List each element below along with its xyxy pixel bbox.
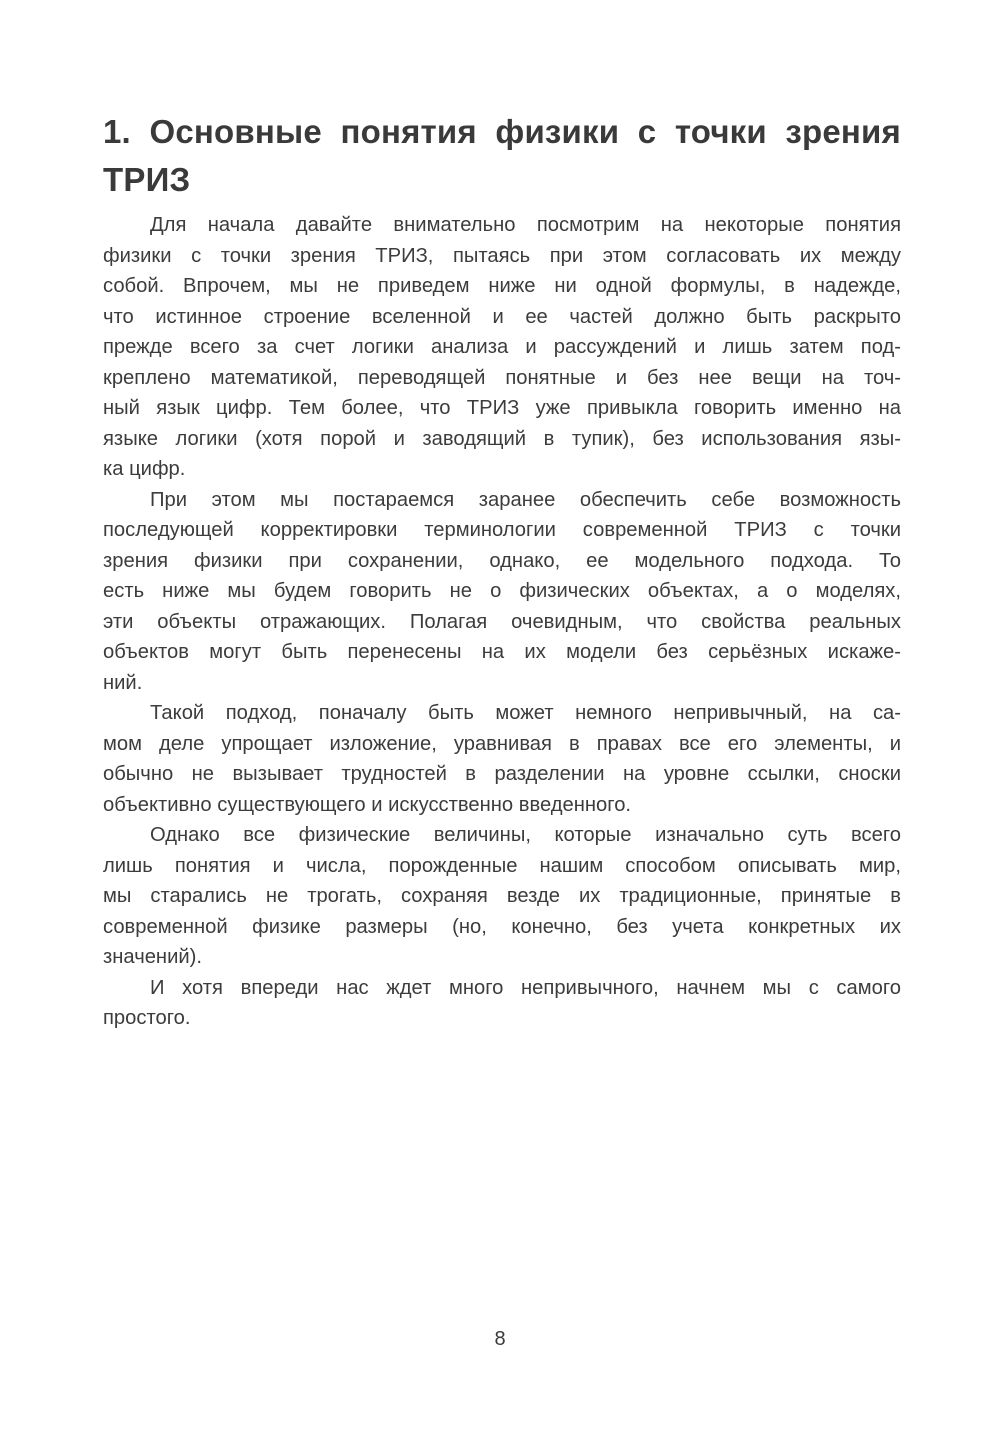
paragraph — [103, 210, 901, 485]
page-content — [103, 108, 901, 1034]
text-line: И хотя впереди нас ждет много непривычного, начнем мы с самого — [150, 976, 901, 999]
chapter-heading — [103, 108, 901, 204]
text-line: физики с точки зрения ТРИЗ, пытаясь при этом согласовать их между — [103, 244, 901, 267]
paragraph — [103, 973, 901, 1034]
text-line: что истинное строение вселенной и ее частей должно быть раскрыто — [103, 305, 901, 328]
text-line: простого. — [103, 1007, 191, 1029]
text-line: мом деле упрощает изложение, уравнивая в правах все его элементы, и — [103, 732, 901, 755]
text-line: эти объекты отражающих. Полагая очевидным, что свойства реальных — [103, 610, 901, 633]
text-line: прежде всего за счет логики анализа и рассуждений и лишь затем под- — [103, 336, 901, 358]
text-line: обычно не вызывает трудностей в разделении на уровне ссылки, сноски — [103, 763, 901, 785]
paragraph — [103, 820, 901, 973]
text-line: ка цифр. — [103, 458, 186, 480]
text-line: ний. — [103, 671, 143, 694]
text-line: зрения физики при сохранении, однако, ее модельного подхода. То — [103, 549, 901, 572]
text-line: есть ниже мы будем говорить не о физических объектах, а о моделях, — [103, 580, 901, 602]
text-line: современной физике размеры (но, конечно, без учета конкретных их — [103, 915, 901, 938]
text-line: Однако все физические величины, которые изначально суть всего — [150, 824, 901, 846]
page-number: 8 — [494, 1328, 506, 1350]
text-line: Для начала давайте внимательно посмотрим на некоторые понятия — [150, 214, 901, 236]
text-line: объективно существующего и искусственно введенного. — [103, 793, 632, 816]
text-line: языке логики (хотя порой и заводящий в тупик), без использования язы- — [103, 427, 901, 450]
heading-line: 1. Основные понятия физики с точки зрения — [103, 113, 901, 150]
text-line: лишь понятия и числа, порожденные нашим способом описывать мир, — [103, 854, 901, 877]
text-line: значений). — [103, 946, 202, 968]
paragraph — [103, 698, 901, 820]
text-line: креплено математикой, переводящей понятные и без нее вещи на точ- — [103, 366, 901, 389]
heading-line: ТРИЗ — [103, 161, 191, 198]
text-line: последующей корректировки терминологии современной ТРИЗ с точки — [103, 519, 901, 541]
text-line: объектов могут быть перенесены на их модели без серьёзных искаже- — [103, 641, 901, 663]
text-line: мы старались не трогать, сохраняя везде их традиционные, принятые в — [103, 885, 901, 907]
text-line: ный язык цифр. Тем более, что ТРИЗ уже привыкла говорить именно на — [103, 397, 901, 419]
text-line: собой. Впрочем, мы не приведем ниже ни одной формулы, в надежде, — [103, 275, 901, 297]
paragraph — [103, 485, 901, 699]
text-line: Такой подход, поначалу быть может немного непривычный, на са- — [150, 702, 901, 724]
text-line: При этом мы постараемся заранее обеспечить себе возможность — [150, 488, 901, 511]
